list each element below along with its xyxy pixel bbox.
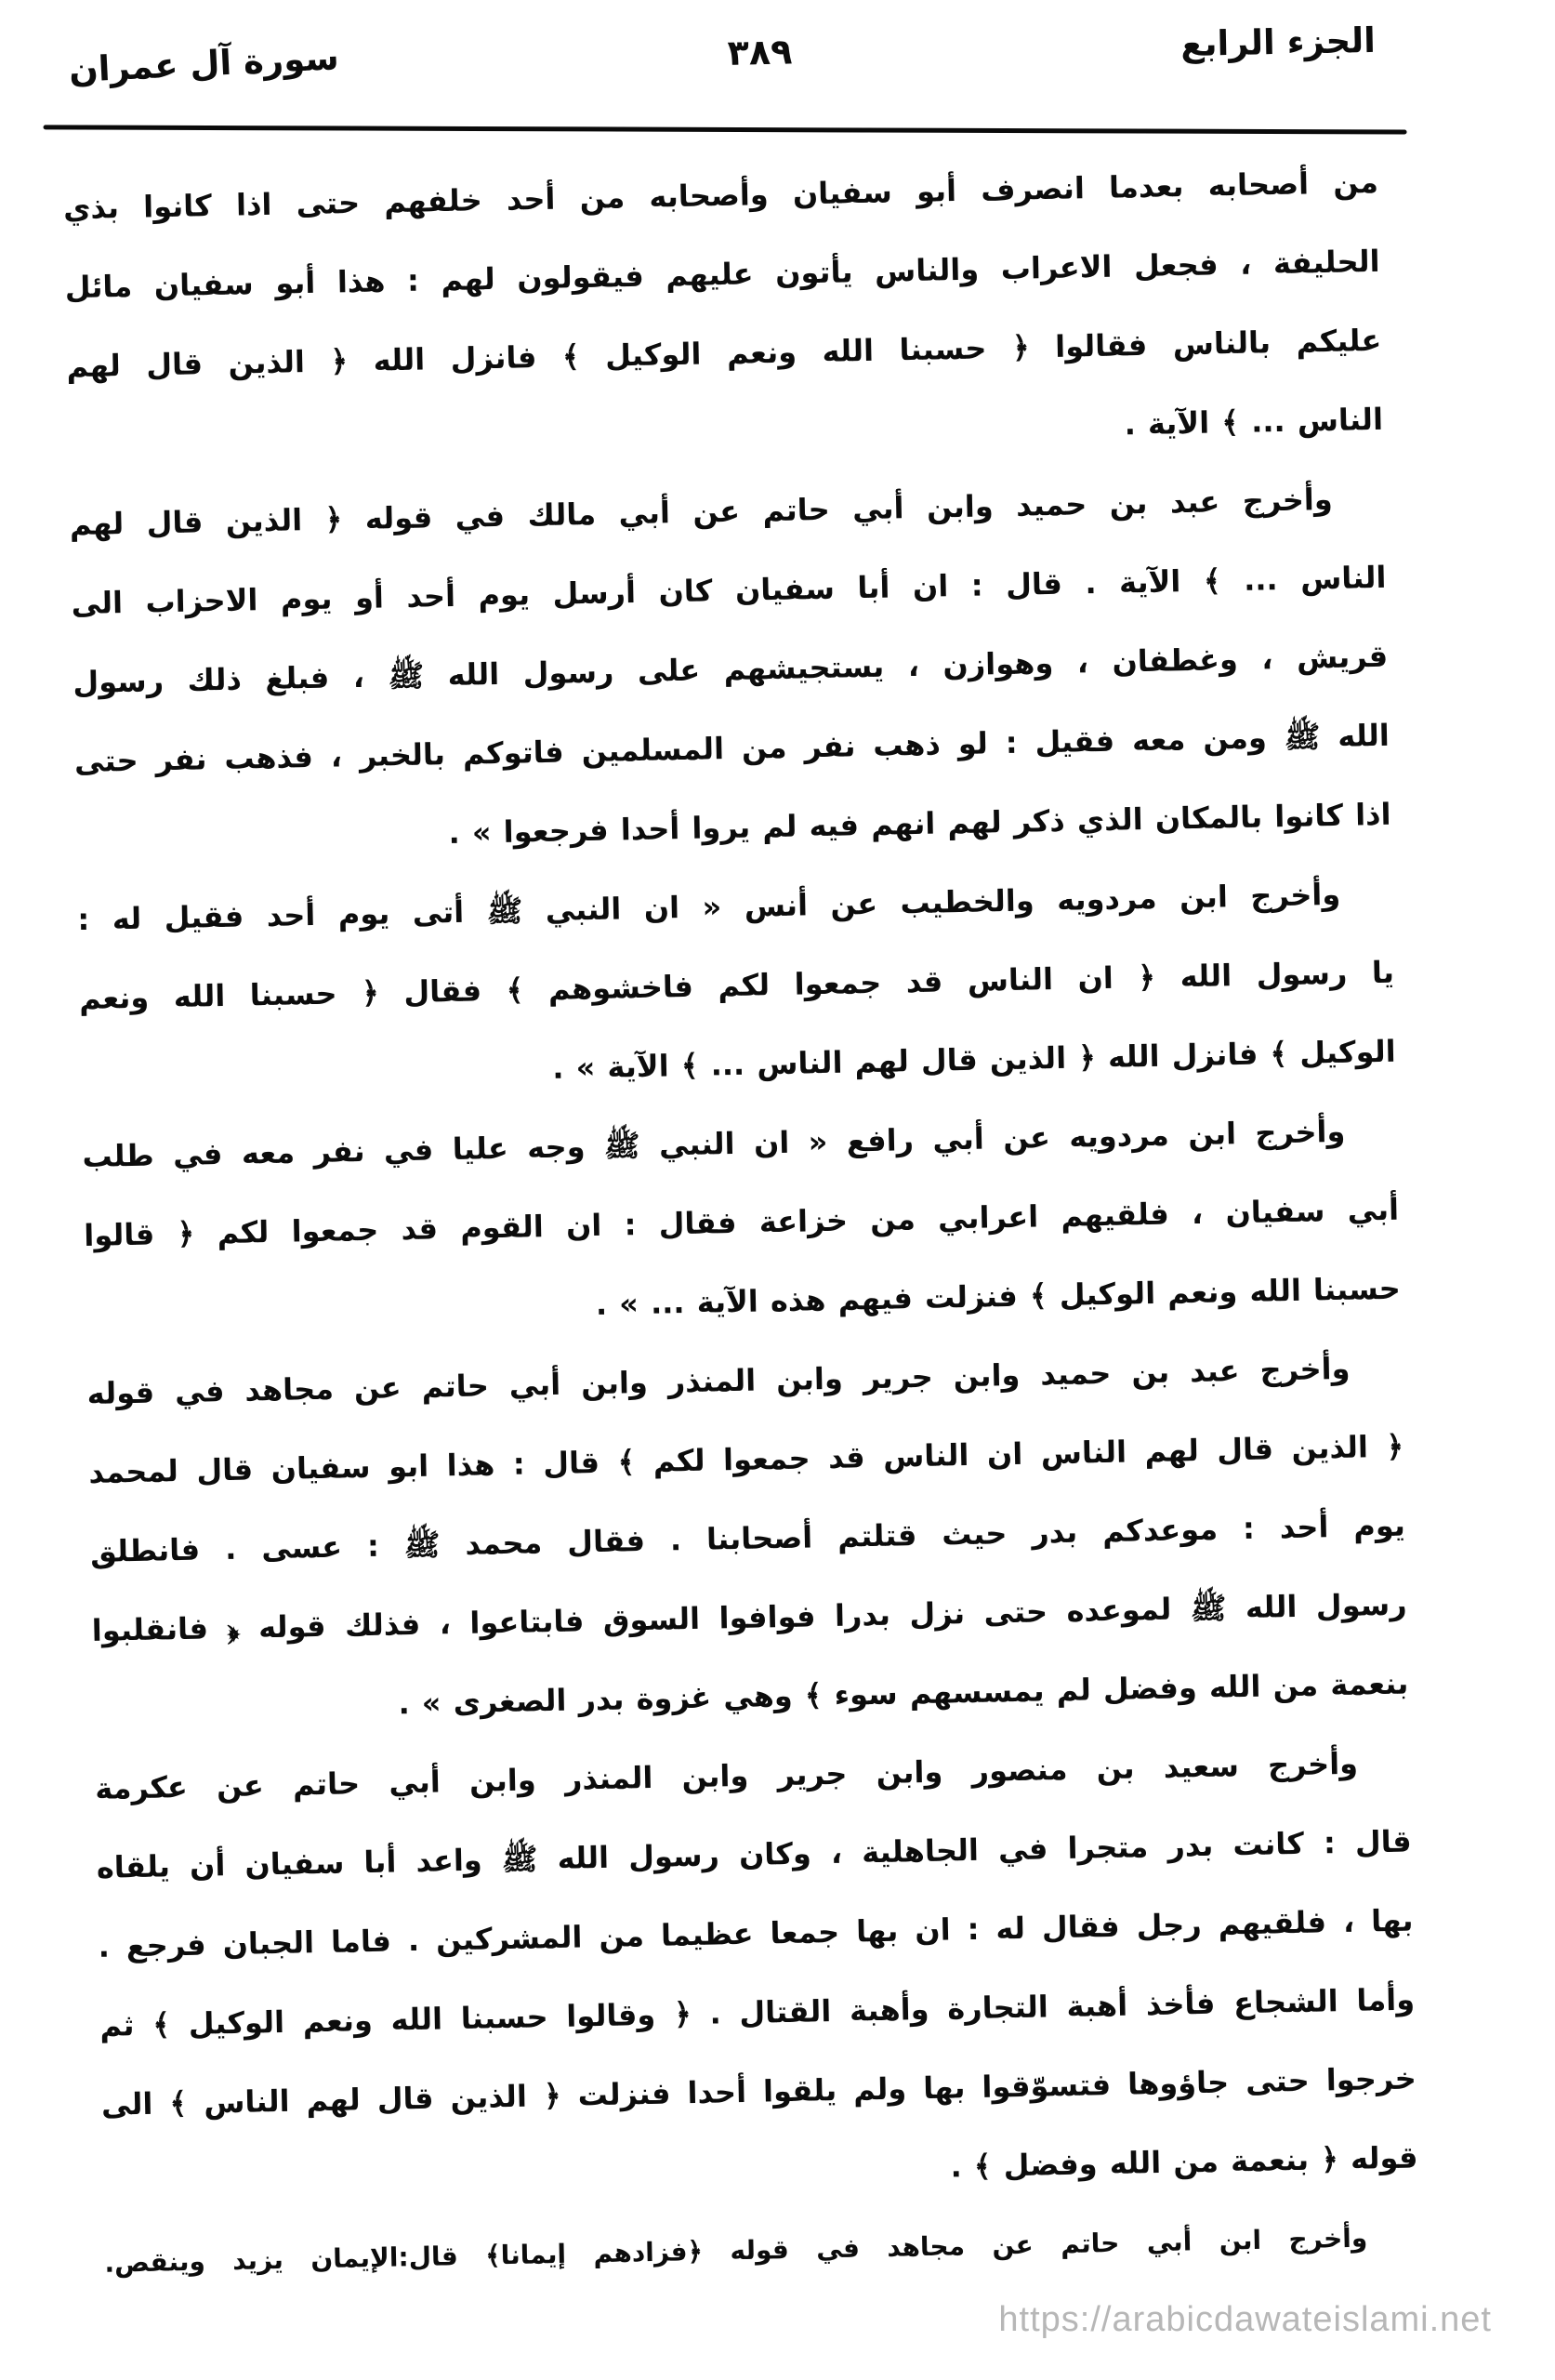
text-line: قريش ، وغطفان ، وهوازن ، يستجيشهم على رسول الله ﷺ ، فبلغ ذلك رسول bbox=[72, 638, 1389, 701]
text-line: بنعمة من الله وفضل لم يمسسهم سوء ﴾ وهي غزوة بدر الصغرى » . bbox=[398, 1665, 1409, 1722]
text-line: خرجوا حتى جاؤوها فتسوّقوا بها ولم يلقوا أحدا فنزلت ﴿ الذين قال لهم الناس ﴾ الى bbox=[100, 2060, 1417, 2122]
text-line: من أصحابه بعدما انصرف أبو سفيان وأصحابه من أحد خلفهم حتى اذا كانوا بذي bbox=[62, 164, 1379, 227]
text-line: وأخرج عبد بن حميد وابن جرير وابن المنذر وابن أبي حاتم عن مجاهد في قوله bbox=[86, 1350, 1351, 1411]
text-line: اذا كانوا بالمكان الذي ذكر لهم انهم فيه لم يروا أحدا فرجعوا » . bbox=[448, 796, 1391, 852]
text-line: وأخرج ابن مردويه والخطيب عن أنس « ان النبي ﷺ أتى يوم أحد فقيل له : bbox=[77, 876, 1341, 938]
text-line: الحليفة ، فجعل الاعراب والناس يأتون عليهم فيقولون لهم : هذا أبو سفيان مائل bbox=[64, 243, 1380, 306]
text-line: يوم أحد : موعدكم بدر حيث قتلتم أصحابنا . فقال محمد ﷺ : عسى . فانطلق bbox=[89, 1507, 1406, 1569]
header-divider-rule bbox=[44, 125, 1407, 134]
text-line: وأخرج عبد بن حميد وابن أبي حاتم عن أبي مالك في قوله ﴿ الذين قال لهم bbox=[69, 481, 1334, 543]
page-header bbox=[0, 0, 1535, 91]
text-line: ﴿ الذين قال لهم الناس ان الناس قد جمعوا لكم ﴾ قال : هذا ابو سفيان قال لمحمد bbox=[88, 1428, 1404, 1490]
body-text bbox=[62, 143, 1420, 2303]
text-line: الناس ... ﴾ الآية . bbox=[1124, 401, 1384, 443]
text-line: قال : كانت بدر متجرا في الجاهلية ، وكان رسول الله ﷺ واعد أبا سفيان أن يلقاه bbox=[96, 1823, 1413, 1885]
header-page-number: ٣٨٩ bbox=[727, 31, 793, 73]
text-line: بها ، فلقيهم رجل فقال له : ان بها جمعا عظيما من المشركين . فاما الجبان فرجع . bbox=[98, 1902, 1414, 1964]
text-line: عليكم بالناس فقالوا ﴿ حسبنا الله ونعم الوكيل ﴾ فانزل الله ﴿ الذين قال لهم bbox=[66, 322, 1382, 385]
header-surah-title: سورة آل عمران bbox=[68, 37, 340, 91]
text-line: حسبنا الله ونعم الوكيل ﴾ فنزلت فيهم هذه الآية ... » . bbox=[595, 1270, 1402, 1322]
header-volume-title: الجزء الرابع bbox=[1179, 20, 1377, 65]
text-line: وأخرج ابن مردويه عن أبي رافع « ان النبي ﷺ وجه عليا في نفر معه في طلب bbox=[82, 1113, 1346, 1175]
text-line: قوله ﴿ بنعمة من الله وفضل ﴾ . bbox=[950, 2139, 1418, 2185]
text-line: الناس ... ﴾ الآية . قال : ان أبا سفيان كان أرسل يوم أحد أو يوم الاحزاب الى bbox=[71, 559, 1387, 622]
text-line: أبي سفيان ، فلقيهم اعرابي من خزاعة فقال : ان القوم قد جمعوا لكم ﴿ قالوا bbox=[83, 1191, 1400, 1254]
watermark-url: https://arabicdawateislami.net bbox=[998, 2300, 1492, 2339]
text-line: الله ﷺ ومن معه فقيل : لو ذهب نفر من المسلمين فاتوكم بالخبر ، فذهب نفر حتى bbox=[73, 717, 1390, 780]
text-line: وأخرج سعيد بن منصور وابن جرير وابن المنذر وابن أبي حاتم عن عكرمة bbox=[94, 1745, 1359, 1806]
text-line: الوكيل ﴾ فانزل الله ﴿ الذين قال لهم الناس ... ﴾ الآية » . bbox=[551, 1033, 1396, 1086]
text-line: وأما الشجاع فأخذ أهبة التجارة وأهبة القتال . ﴿ وقالوا حسبنا الله ونعم الوكيل ﴾ ثم bbox=[99, 1981, 1416, 2043]
text-line: وأخرج ابن أبي حاتم عن مجاهد في قوله ﴿فزادهم إيمانا﴾ قال:الإيمان يزيد وينقص. bbox=[104, 2222, 1368, 2279]
text-line: يا رسول الله ﴿ ان الناس قد جمعوا لكم فاخشوهم ﴾ فقال ﴿ حسبنا الله ونعم bbox=[78, 954, 1395, 1017]
text-line: رسول الله ﷺ لموعده حتى نزل بدرا فوافوا السوق فابتاعوا ، فذلك قوله ﴿ فانقلبوا bbox=[91, 1586, 1407, 1648]
